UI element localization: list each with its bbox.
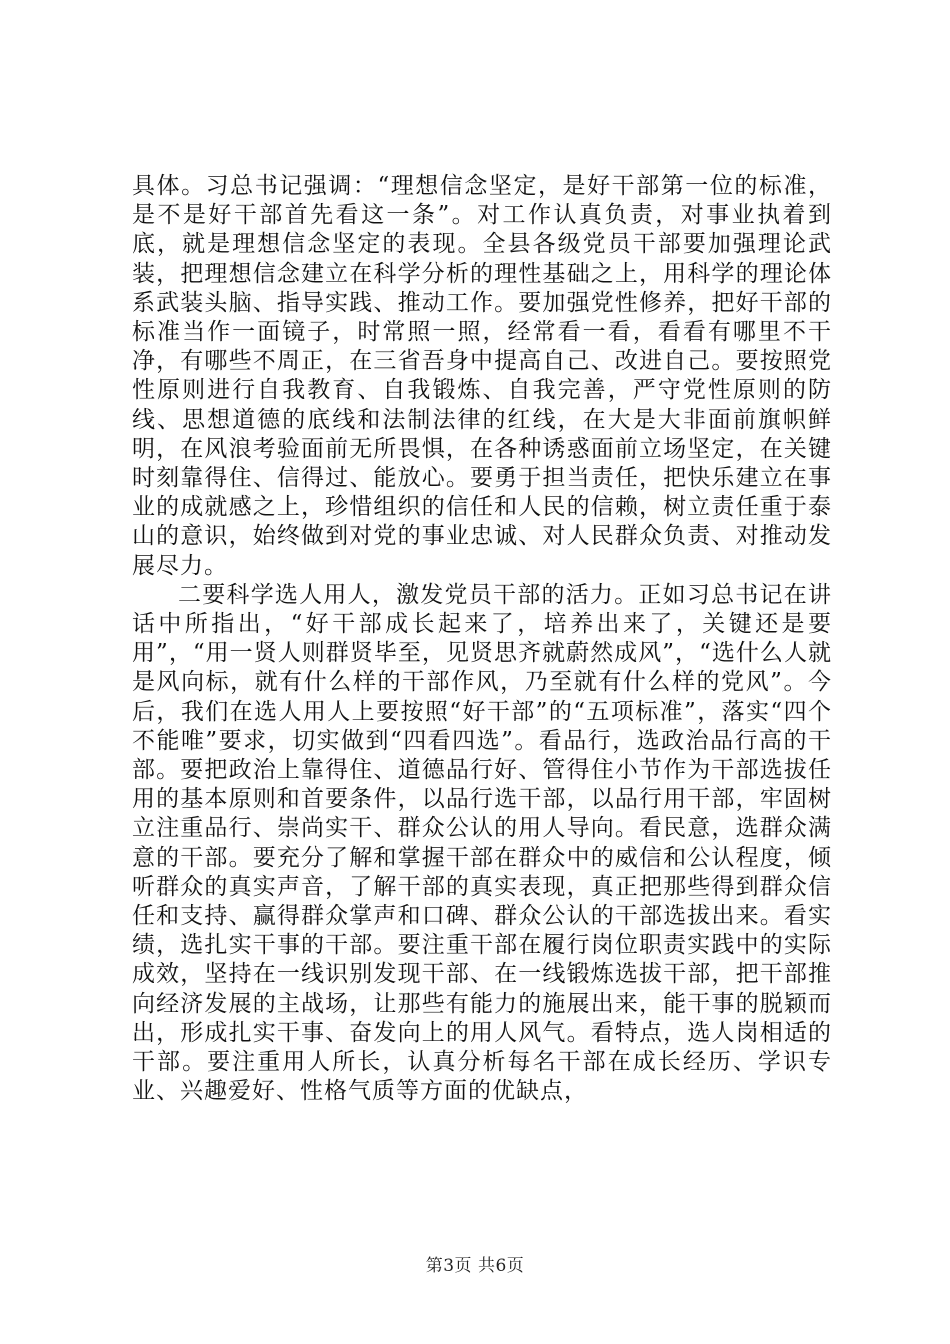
paragraph-2: 二要科学选人用人，激发党员干部的活力。正如习总书记在讲话中所指出，“好干部成长起来了，培养出来了，关键还是要用”，“用一贤人则群贤毕至，见贤思齐就蔚然成风”，“选什么人就是风向标，就有什么样的干部作风，乃至就有什么样的党风”。今后，我们在选人用人上要按照“好干部”的“五项标准”，落实“四个不能唯”要求，切实做到“四看四选”。看品行，选政治品行高的干部。要把政治上靠得住、道德品行好、管得住小节作为干部选拔任用的基本原则和首要条件，以品行选干部，以品行用干部，牢固树立注重品行、崇尚实干、群众公认的用人导向。看民意，选群众满意的干部。要充分了解和掌握干部在群众中的威信和公认程度，倾听群众的真实声音，了解干部的真实表现，真正把那些得到群众信任和支持、赢得群众掌声和口碑、群众公认的干部选拔出来。看实绩，选扎实干事的干部。要注重干部在履行岗位职责实践中的实际成效，坚持在一线识别发现干部、在一线锻炼选拔干部，把干部推向经济发展的主战场，让那些有能力的施展出来，能干事的脱颖而出，形成扎实干事、奋发向上的用人风气。看特点，选人岗相适的干部。要注重用人所长，认真分析每名干部在成长经历、学识专业、兴趣爱好、性格气质等方面的优缺点， xyxy=(132,581,832,1105)
paragraph-1: 具体。习总书记强调：“理想信念坚定，是好干部第一位的标准，是不是好干部首先看这一条”。对工作认真负责，对事业执着到底，就是理想信念坚定的表现。全县各级党员干部要加强理论武装，把理想信念建立在科学分析的理性基础之上，用科学的理论体系武装头脑、指导实践、推动工作。要加强党性修养，把好干部的标准当作一面镜子，时常照一照，经常看一看，看看有哪里不干净，有哪些不周正，在三省吾身中提高自己、改进自己。要按照党性原则进行自我教育、自我锻炼、自我完善，严守党性原则的防线、思想道德的底线和法制法律的红线，在大是大非面前旗帜鲜明，在风浪考验面前无所畏惧，在各种诱惑面前立场坚定，在关键时刻靠得住、信得过、能放心。要勇于担当责任，把快乐建立在事业的成就感之上，珍惜组织的信任和人民的信赖，树立责任重于泰山的意识，始终做到对党的事业忠诚、对人民群众负责、对推动发展尽力。 xyxy=(132,173,832,579)
page-footer: 第3页 共6页 xyxy=(425,1256,525,1276)
document-body xyxy=(132,172,832,1107)
